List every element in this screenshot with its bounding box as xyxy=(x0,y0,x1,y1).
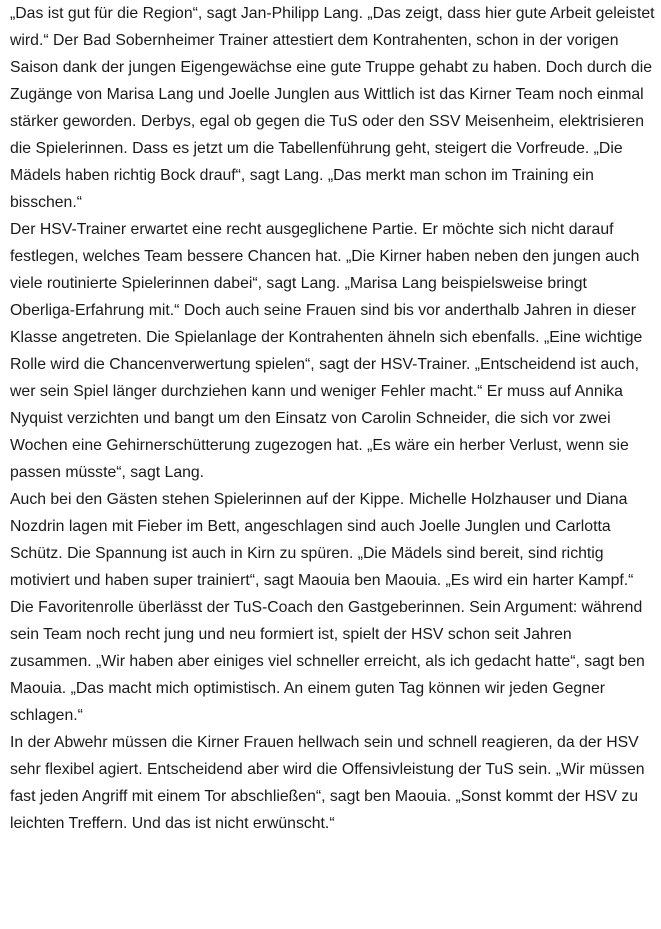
article-paragraph: Der HSV-Trainer erwartet eine recht ausgeglichene Partie. Er möchte sich nicht darauf festlegen, welches Team bessere Chancen hat. „Die Kirner haben neben den jungen auch viele routinierte Spielerinnen dabei“, sagt Lang. „Marisa Lang beispielsweise bringt Oberliga-Erfahrung mit.“ Doch auch seine Frauen sind bis vor anderthalb Jahren in dieser Klasse angetreten. Die Spielanlage der Kontrahenten ähneln sich ebenfalls. „Eine wichtige Rolle wird die Chancenverwertung spielen“, sagt der HSV-Trainer. „Entscheidend ist auch, wer sein Spiel länger durchziehen kann und weniger Fehler macht.“ Er muss auf Annika Nyquist verzichten und bangt um den Einsatz von Carolin Schneider, die sich vor zwei Wochen eine Gehirnerschütterung zugezogen hat. „Es wäre ein herber Verlust, wenn sie passen müsste“, sagt Lang. xyxy=(10,221,643,481)
article-paragraph: In der Abwehr müssen die Kirner Frauen hellwach sein und schnell reagieren, da der HSV sehr flexibel agiert. Entscheidend aber wird die Offensivleistung der TuS sein. „Wir müssen fast jeden Angriff mit einem Tor abschließen“, sagt ben Maouia. „Sonst kommt der HSV zu leichten Treffern. Und das ist nicht erwünscht.“ xyxy=(10,734,645,832)
article-paragraph: Auch bei den Gästen stehen Spielerinnen auf der Kippe. Michelle Holzhauser und Diana Nozdrin lagen mit Fieber im Bett, angeschlagen sind auch Joelle Junglen und Carlotta Schütz. Die Spannung ist auch in Kirn zu spüren. „Die Mädels sind bereit, sind richtig motiviert und haben super trainiert“, sagt Maouia ben Maouia. „Es wird ein harter Kampf.“ Die Favoritenrolle überlässt der TuS-Coach den Gastgeberinnen. Sein Argument: während sein Team noch recht jung und neu formiert ist, spielt der HSV schon seit Jahren zusammen. „Wir haben aber einiges viel schneller erreicht, als ich gedacht hatte“, sagt ben Maouia. „Das macht mich optimistisch. An einem guten Tag können wir jeden Gegner schlagen.“ xyxy=(10,491,645,724)
article-paragraph: „Das ist gut für die Region“, sagt Jan-Philipp Lang. „Das zeigt, dass hier gute Arbeit geleistet wird.“ Der Bad Sobernheimer Trainer attestiert dem Kontrahenten, schon in der vorigen Saison dank der jungen Eigengewächse eine gute Truppe gehabt zu haben. Doch durch die Zugänge von Marisa Lang und Joelle Junglen aus Wittlich ist das Kirner Team noch einmal stärker geworden. Derbys, egal ob gegen die TuS oder den SSV Meisenheim, elektrisieren die Spielerinnen. Dass es jetzt um die Tabellenführung geht, steigert die Vorfreude. „Die Mädels haben richtig Bock drauf“, sagt Lang. „Das merkt man schon im Training ein bisschen.“ xyxy=(10,5,655,211)
article-body xyxy=(10,0,655,837)
